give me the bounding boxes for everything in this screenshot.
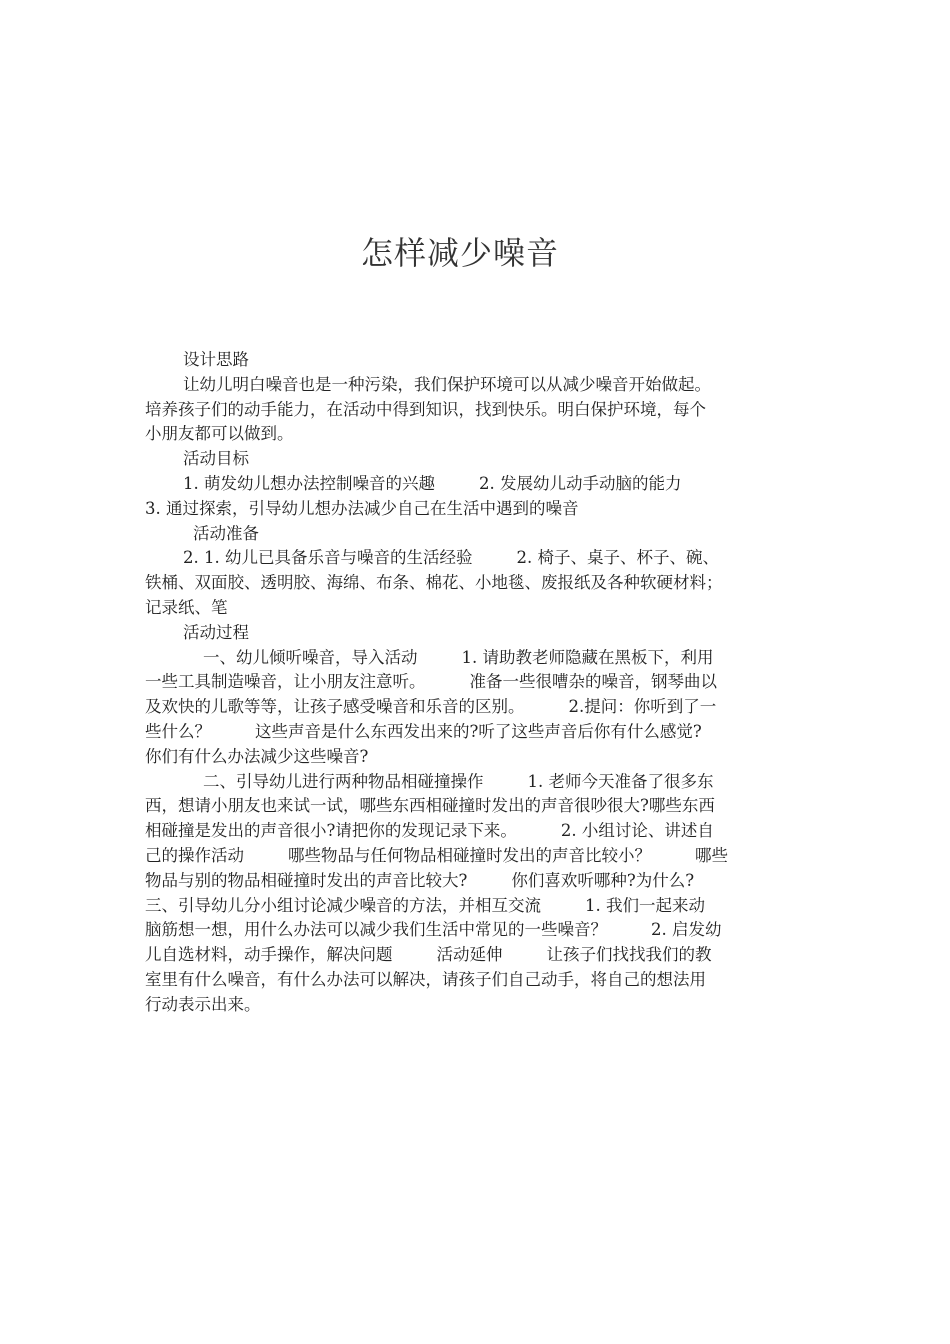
text-segment: 及欢快的儿歌等等，让孩子感受噪音和乐音的区别。 — [145, 697, 525, 717]
text-segment: 哪些 — [695, 845, 728, 865]
text-segment: 相碰撞是发出的声音很小?请把你的发现记录下来。 — [145, 821, 517, 841]
paragraph-line: 西，想请小朋友也来试一试，哪些东西相碰撞时发出的声音很吵很大?哪些东西 — [145, 796, 715, 816]
paragraph-line — [145, 670, 810, 695]
paragraph-line — [145, 646, 810, 671]
paragraph-line: 记录纸、笔 — [145, 597, 228, 617]
text-segment: 儿自选材料，动手操作，解决问题 — [145, 945, 393, 965]
text-segment: 2. 1. 幼儿已具备乐音与噪音的生活经验 — [183, 548, 473, 568]
text-segment: 你们喜欢听哪种?为什么? — [511, 870, 695, 890]
paragraph-line: 培养孩子们的动手能力，在活动中得到知识，找到快乐。明白保护环境，每个 — [145, 399, 706, 419]
text-segment: 二、引导幼儿进行两种物品相碰撞操作 — [203, 771, 484, 791]
section-heading-goals: 活动目标 — [183, 449, 249, 469]
paragraph-line — [145, 546, 810, 571]
paragraph-line — [145, 472, 810, 497]
paragraph-line: 室里有什么噪音，有什么办法可以解决，请孩子们自己动手，将自己的想法用 — [145, 969, 706, 989]
paragraph-line — [145, 695, 810, 720]
paragraph-line: 你们有什么办法减少这些噪音? — [145, 746, 369, 766]
text-segment: 己的操作活动 — [145, 845, 244, 865]
text-segment: 1. 请助教老师隐藏在黑板下，利用 — [461, 647, 714, 667]
text-segment: 脑筋想一想，用什么办法可以减少我们生活中常见的一些噪音？ — [145, 920, 607, 940]
text-segment: 准备一些很嘈杂的噪音，钢琴曲以 — [469, 672, 717, 692]
text-segment: 哪些物品与任何物品相碰撞时发出的声音比较小？ — [288, 845, 651, 865]
paragraph-line: 行动表示出来。 — [145, 994, 261, 1014]
text-segment: 1. 萌发幼儿想办法控制噪音的兴趣 — [183, 473, 435, 493]
text-segment: 一、幼儿倾听噪音，导入活动 — [203, 647, 418, 667]
paragraph-line: 让幼儿明白噪音也是一种污染，我们保护环境可以从减少噪音开始做起。 — [183, 374, 711, 394]
text-segment: 这些声音是什么东西发出来的?听了这些声音后你有什么感觉? — [255, 721, 702, 741]
text-segment: 一些工具制造噪音，让小朋友注意听。 — [145, 672, 426, 692]
text-segment: 活动延伸 — [436, 945, 503, 965]
text-segment: 2. 启发幼 — [651, 920, 722, 940]
document-title: 怎样减少噪音 — [360, 234, 559, 272]
text-segment: 1. 我们一起来动 — [585, 895, 705, 915]
text-segment: 2. 发展幼儿动手动脑的能力 — [479, 473, 682, 493]
section-heading-preparation: 活动准备 — [193, 523, 259, 543]
paragraph-line — [145, 894, 810, 919]
section-heading-design: 设计思路 — [183, 350, 249, 369]
paragraph-line — [145, 844, 810, 869]
paragraph-line: 铁桶、双面胶、透明胶、海绵、布条、棉花、小地毯、废报纸及各种软硬材料； — [145, 573, 723, 593]
section-heading-process: 活动过程 — [183, 622, 249, 642]
text-segment: 1. 老师今天准备了很多东 — [527, 771, 714, 791]
text-segment: 2.提问：你听到了一 — [568, 697, 717, 717]
paragraph-line: 3. 通过探索，引导幼儿想办法减少自己在生活中遇到的噪音 — [145, 498, 579, 518]
text-segment: 2. 小组讨论、讲述自 — [560, 821, 714, 841]
paragraph-line: 小朋友都可以做到。 — [145, 424, 294, 444]
text-segment: 2. 椅子、桌子、杯子、碗、 — [516, 548, 719, 568]
paragraph-line — [145, 720, 810, 745]
text-segment: 物品与别的物品相碰撞时发出的声音比较大? — [145, 870, 468, 890]
text-segment: 三、引导幼儿分小组讨论减少噪音的方法，并相互交流 — [145, 895, 541, 915]
paragraph-line — [145, 819, 810, 844]
text-segment: 些什么？ — [145, 721, 211, 741]
paragraph-line — [145, 770, 810, 795]
document-body — [145, 348, 810, 1018]
paragraph-line — [145, 869, 810, 894]
paragraph-line — [145, 943, 810, 968]
paragraph-line — [145, 918, 810, 943]
text-segment: 让孩子们找找我们的教 — [546, 945, 712, 965]
